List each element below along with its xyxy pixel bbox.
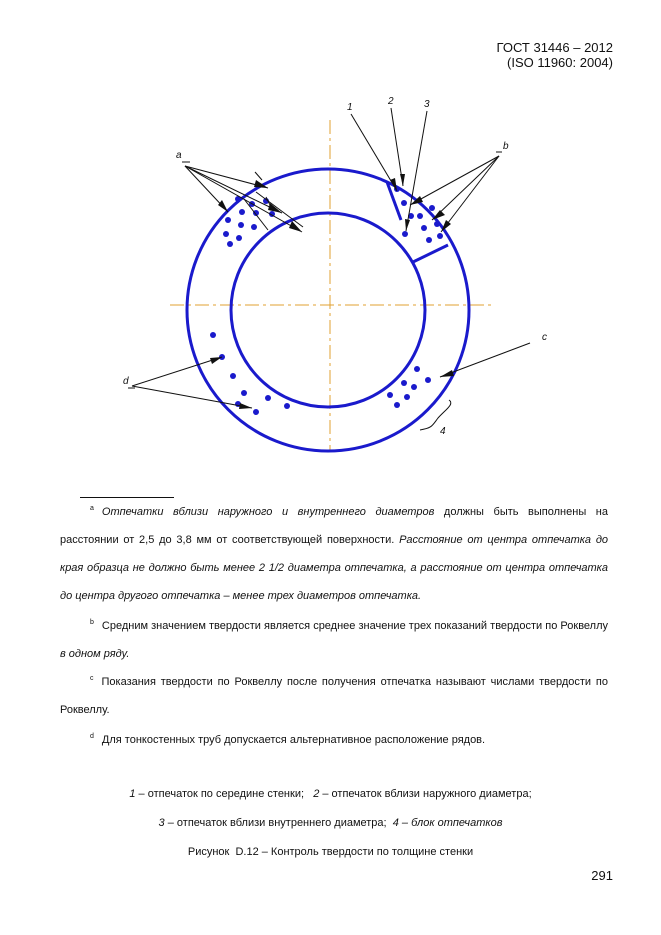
dimension-a (255, 172, 262, 180)
footnote-text: Расстояние от центра отпечатка до края образца не должно быть менее 2 1/2 диаметра отпечатка, а расстояние от центра отпечатка до центра другого отпечатка – менее трех диаметров отпечатка. (60, 534, 609, 602)
figure-legend-line-2 (0, 817, 661, 829)
legend-text: – отпечаток вблизи наружного диаметра; (319, 788, 532, 800)
figure-label-b: b (503, 141, 509, 152)
legend-number: 1 (129, 788, 136, 800)
dot (429, 205, 435, 211)
figure-label-4: 4 (440, 426, 446, 437)
dot (401, 200, 407, 206)
dot (239, 209, 245, 215)
leader-b (441, 156, 499, 232)
footnote-d (60, 726, 608, 754)
legend-number: 2 (313, 788, 320, 800)
dot (223, 231, 229, 237)
figure-label-d: d (123, 376, 129, 387)
leader-3 (406, 111, 427, 231)
arrowhead (289, 221, 302, 232)
figure-label-c: c (542, 332, 547, 343)
dot (425, 377, 431, 383)
dot (417, 213, 423, 219)
footnote-marker: c (90, 675, 94, 683)
leader-d (132, 357, 222, 386)
ring-specimen (187, 169, 469, 451)
footnote-b (60, 612, 608, 668)
dot (401, 380, 407, 386)
arrowhead (210, 357, 222, 364)
figure-label-2: 2 (388, 96, 394, 107)
dot (238, 222, 244, 228)
leader-1 (351, 114, 397, 191)
iso-reference: (ISO 11960: 2004) (507, 55, 613, 70)
legend-text: – отпечаток вблизи внутреннего диаметра; (164, 817, 393, 829)
dot (437, 233, 443, 239)
dot (421, 225, 427, 231)
dot (251, 224, 257, 230)
legend-number: 3 (158, 817, 165, 829)
dot (434, 221, 440, 227)
leader-d (132, 386, 252, 408)
arrowhead (218, 200, 228, 212)
dot (236, 235, 242, 241)
leader-lines (128, 108, 530, 430)
figure-legend-line-1 (0, 788, 661, 800)
leader-b (432, 156, 499, 220)
footnote-marker: a (90, 505, 94, 513)
footnote-text: Средним значением твердости является среднее значение трех показаний твердости по Роквеллу (101, 620, 608, 632)
dot (241, 390, 247, 396)
figure-label-3: 3 (424, 99, 430, 110)
legend-number: 4 (392, 817, 399, 829)
arrowhead (268, 203, 282, 213)
arrowhead (405, 219, 410, 231)
footnote-a (60, 498, 608, 610)
footnote-marker: d (90, 733, 94, 741)
inner-diameter (231, 213, 425, 407)
dot (210, 332, 216, 338)
footnote-text: Для тонкостенных труб допускается альтернативное расположение рядов. (101, 734, 486, 746)
footnote-text: Отпечатки вблизи наружного и внутреннего диаметров (101, 506, 435, 518)
dot (411, 384, 417, 390)
footnote-text: должны быть выполнены на расстоянии от 2,5 до 3,8 мм от соответствующей поверхности. (60, 506, 608, 546)
dot (387, 392, 393, 398)
segment-cut-2 (413, 245, 448, 262)
arrowhead (440, 370, 454, 377)
dot (394, 402, 400, 408)
figure-label-a: a (176, 150, 182, 161)
outer-diameter (187, 169, 469, 451)
dot (265, 395, 271, 401)
footnote-text: Показания твердости по Роквеллу после получения отпечатка называют числами твердости по Роквеллу. (60, 676, 608, 716)
footnote-marker: b (90, 619, 94, 627)
brace-4 (420, 400, 451, 430)
arrowheads (210, 174, 454, 409)
legend-text: – отпечаток по середине стенки; (135, 788, 314, 800)
figure-caption: Рисунок D.12 – Контроль твердости по толщине стенки (187, 846, 474, 858)
dot (414, 366, 420, 372)
dot (426, 237, 432, 243)
leader-b (410, 156, 499, 205)
dot (404, 394, 410, 400)
dot (402, 231, 408, 237)
legend-text: – блок отпечатков (398, 817, 503, 829)
arrowhead (239, 403, 252, 409)
page-number: 291 (591, 868, 613, 883)
figure-label-1: 1 (347, 102, 353, 113)
dot (230, 373, 236, 379)
leader-c (440, 343, 530, 377)
footnote-c (60, 668, 608, 724)
dot (227, 241, 233, 247)
standard-number: ГОСТ 31446 – 2012 (496, 40, 613, 55)
dot (253, 409, 259, 415)
dot (225, 217, 231, 223)
footnote-text: в одном ряду. (60, 648, 130, 660)
dot (284, 403, 290, 409)
